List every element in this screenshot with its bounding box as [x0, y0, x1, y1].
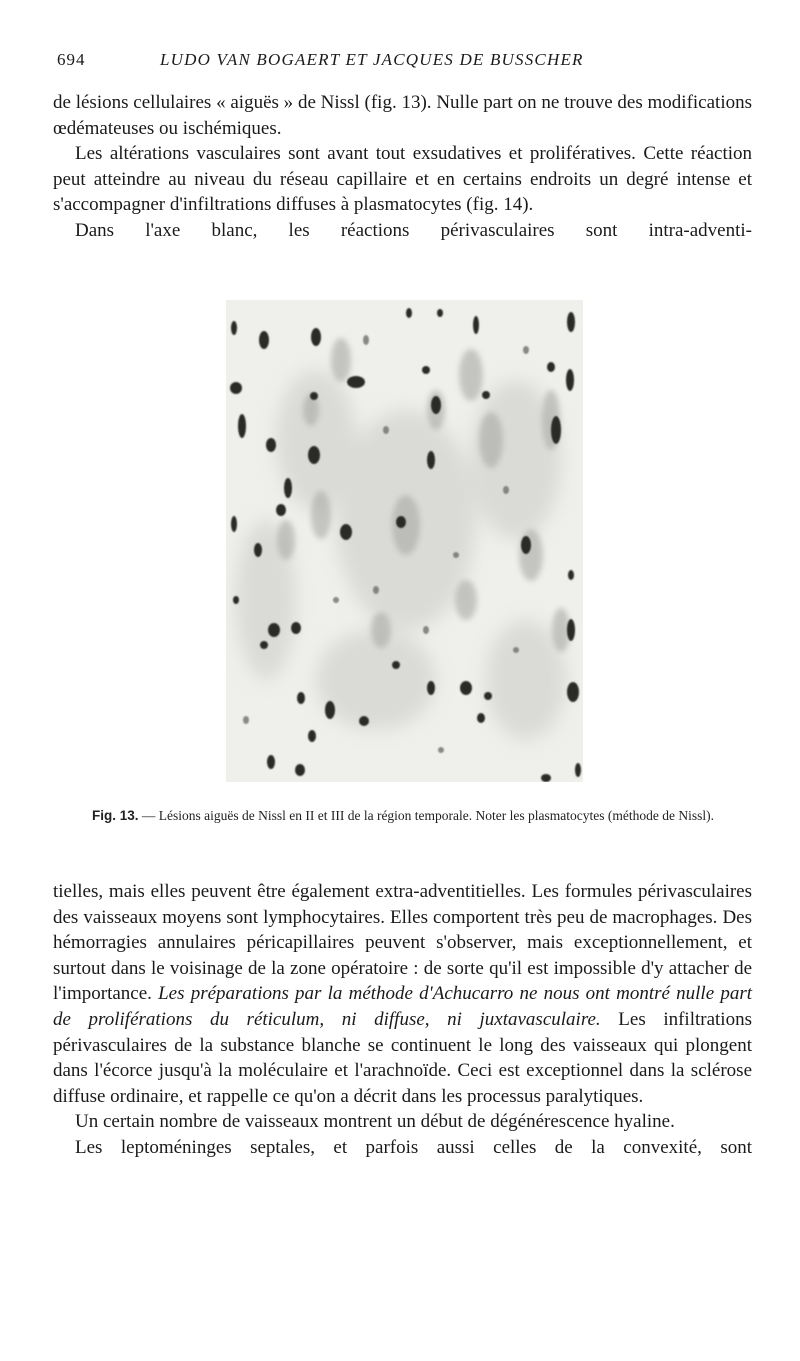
page-number: 694: [57, 50, 86, 69]
figure-caption: [53, 808, 753, 823]
paragraph-text: Les infiltrations périvasculaires de la substance blanche se continuent le long des vaisseaux qui plongent dans l'écorce jusqu'à la moléculaire et l'arachnoïde. Ceci est exceptionnel dans la sclérose diffuse ordinaire, et rappelle ce qu'on a décrit dans les processus paralytiques.: [53, 1008, 752, 1107]
paragraph: [53, 879, 752, 1109]
paragraph-text: tielles, mais elles peuvent être également extra-adventitielles. Les formules périvasculaires des vaisseaux moyens sont lymphocytaires. Elles comportent très peu de macrophages. Des hémorragies annulaires péricapillaires peuvent s'observer, mais exceptionnellement, et surtout dans le voisinage de la zone opératoire : de sorte qu'il est impossible d'y attacher de l'importance.: [53, 881, 752, 1005]
micrograph-figure: [226, 300, 583, 782]
body-text-top: [53, 90, 752, 244]
caption-text: — Lésions aiguës de Nissl en II et III de la région temporale. Noter les plasmatocytes (méthode de Nissl).: [138, 808, 714, 823]
running-title: LUDO VAN BOGAERT ET JACQUES DE BUSSCHER: [160, 50, 584, 69]
paragraph: Les altérations vasculaires sont avant tout exsudatives et prolifératives. Cette réaction peut atteindre au niveau du réseau capillaire et en certains endroits un degré intense et s'accompagner d'infiltrations diffuses à plasmatocytes (fig. 14).: [53, 143, 752, 216]
body-text-bottom: [53, 879, 752, 1161]
paragraph: Dans l'axe blanc, les réactions périvasculaires sont intra-adventi-: [75, 219, 752, 241]
figure-label: Fig. 13.: [92, 808, 139, 823]
paragraph: Un certain nombre de vaisseaux montrent un début de dégénérescence hyaline.: [75, 1111, 675, 1133]
running-header: [57, 50, 747, 74]
micrograph-image: [226, 300, 583, 782]
paragraph: de lésions cellulaires « aiguës » de Nissl (fig. 13). Nulle part on ne trouve des modifications œdémateuses ou ischémiques.: [53, 92, 752, 139]
italic-sentence: Les préparations par la méthode d'Achucarro ne nous ont montré nulle part de proliférations du réticulum, ni diffuse, ni juxtavasculaire.: [53, 983, 752, 1030]
paragraph: Les leptoméninges septales, et parfois aussi celles de la convexité, sont: [75, 1136, 752, 1158]
